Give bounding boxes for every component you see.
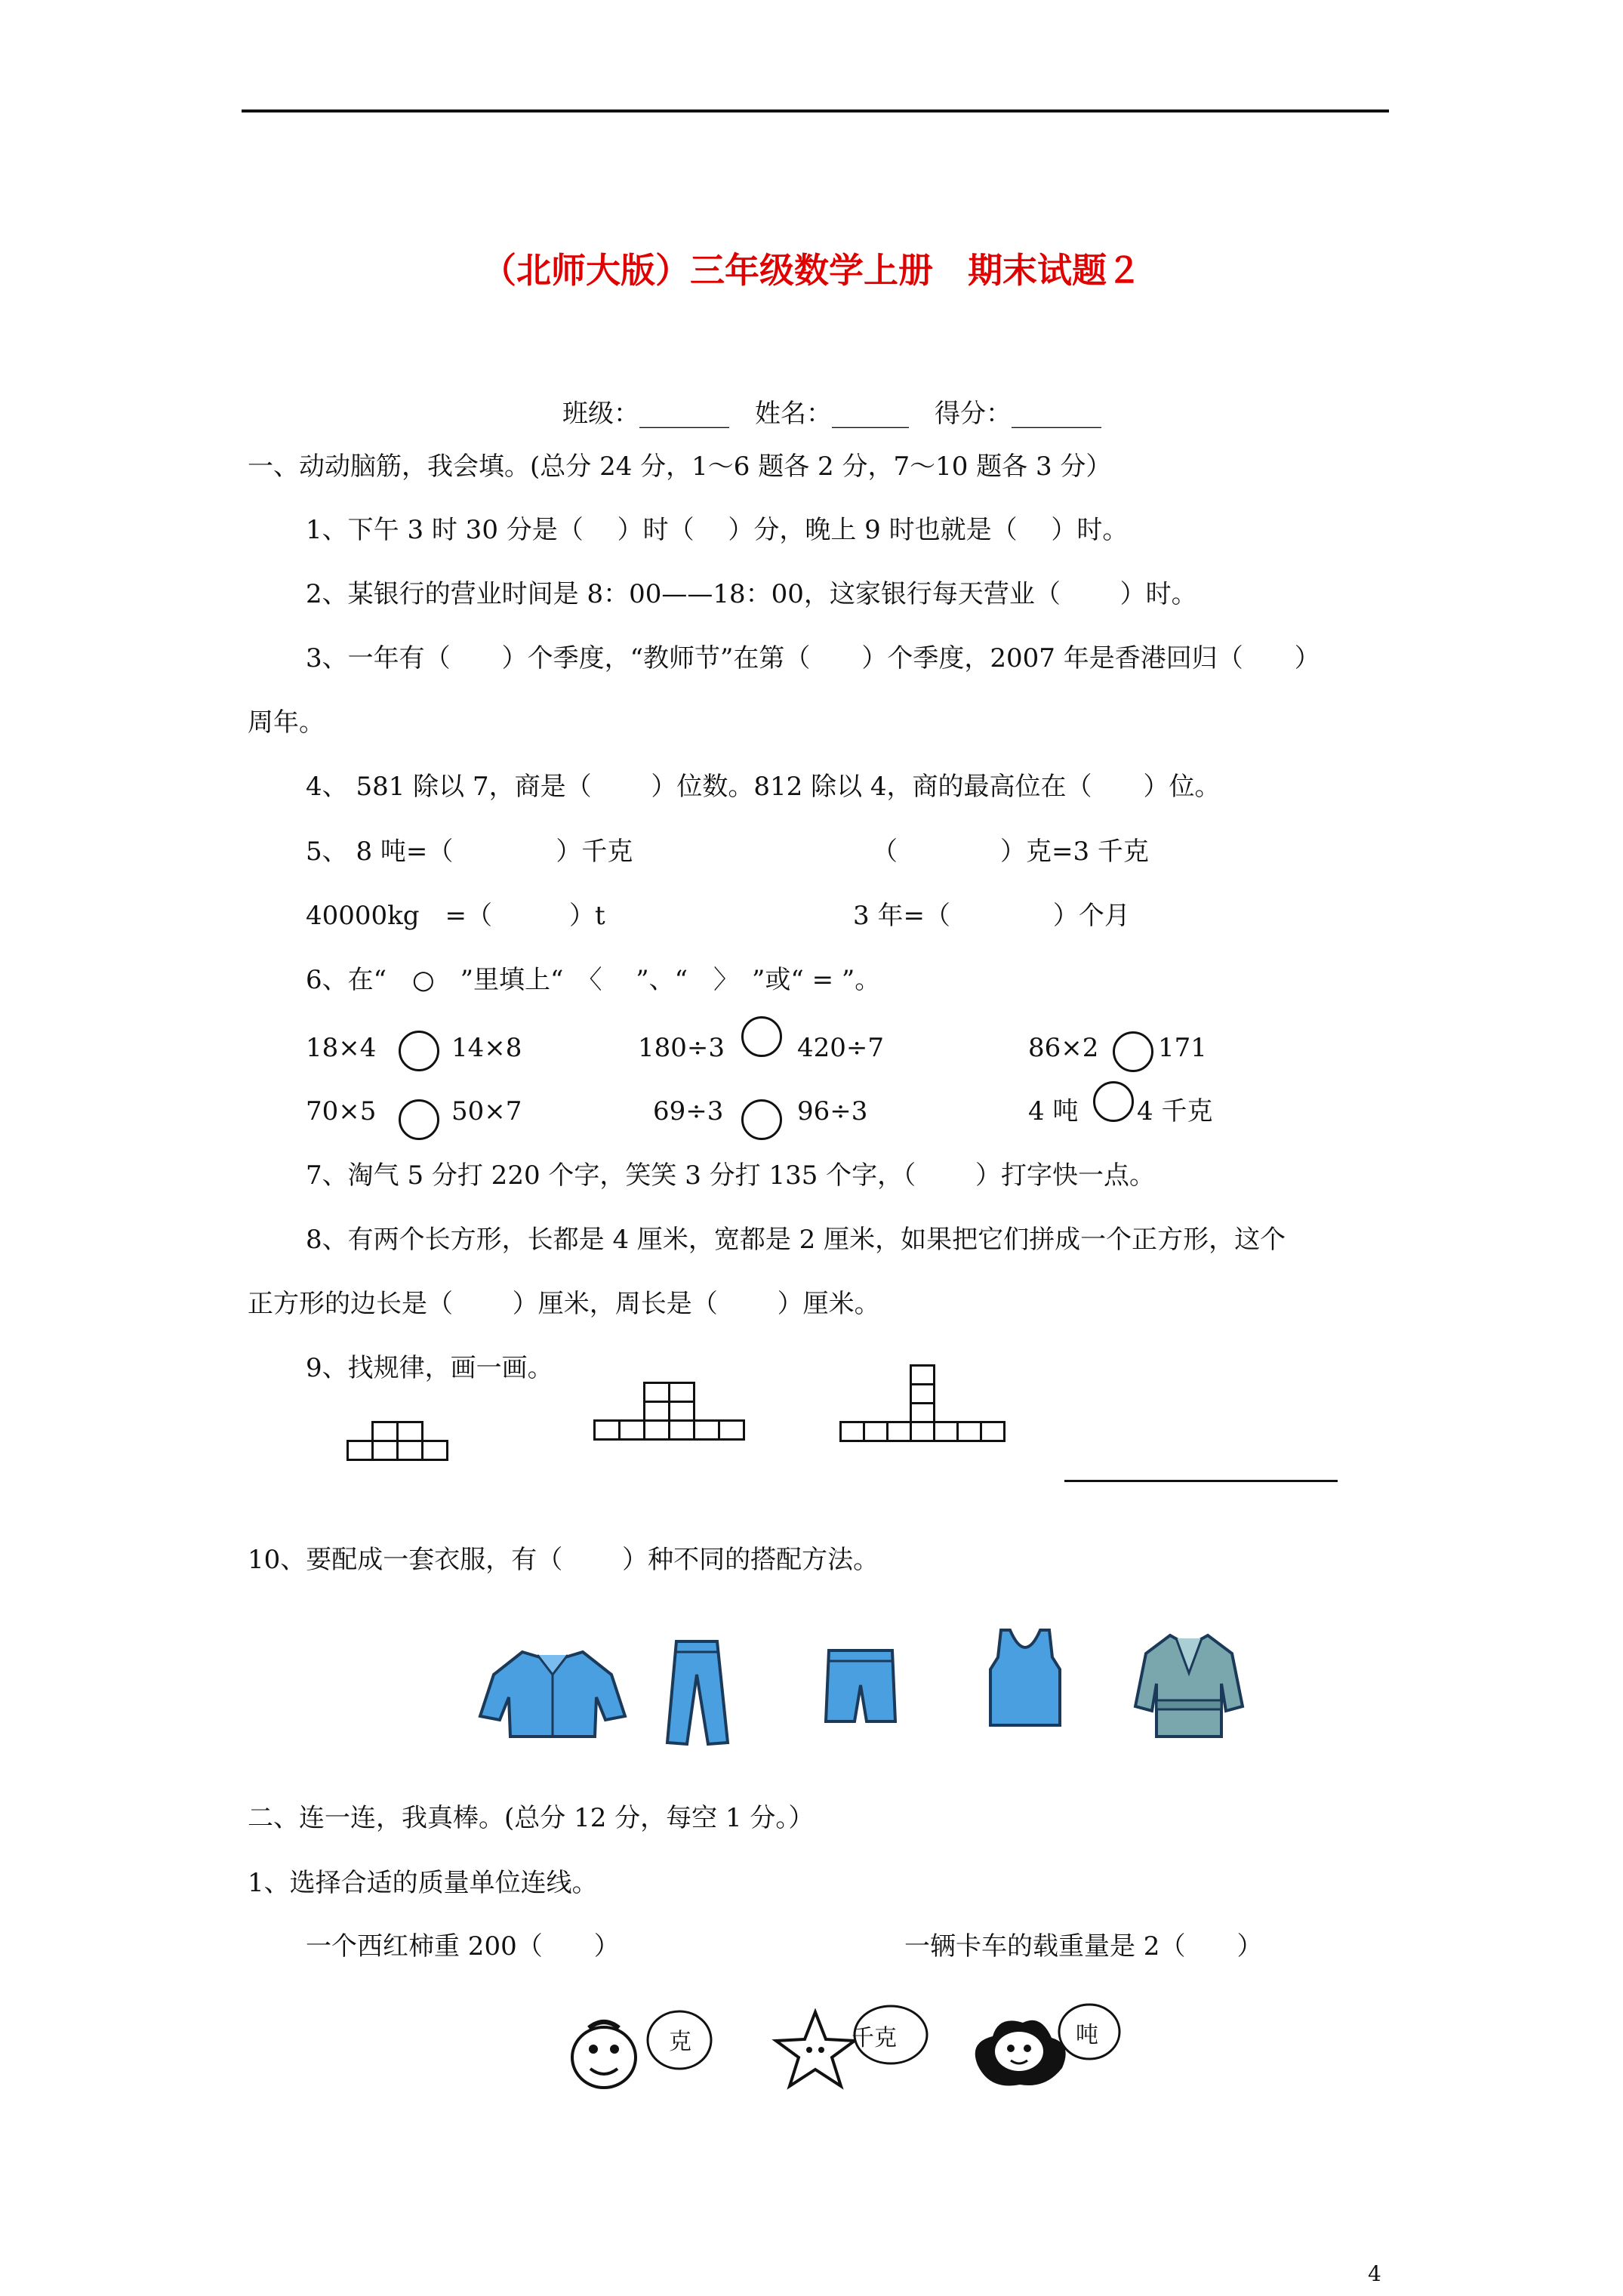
compare-circle[interactable] [741, 1099, 782, 1140]
vest-icon [987, 1627, 1063, 1729]
compare-circle[interactable] [1093, 1081, 1134, 1122]
compare-right: 14×8 [451, 1033, 522, 1063]
jacket-icon [477, 1644, 628, 1743]
question-8-line1: 8、有两个长方形，长都是 4 厘米，宽都是 2 厘米，如果把它们拼成一个正方形，这个 [306, 1225, 1286, 1255]
compare-left: 180÷3 [638, 1033, 725, 1063]
question-10: 10、要配成一套衣服，有（ ）种不同的搭配方法。 [248, 1545, 879, 1575]
unit-gram-label: 克 [669, 2029, 691, 2055]
compare-circle[interactable] [741, 1016, 782, 1057]
tomato-character-icon [551, 2001, 717, 2091]
compare-circle[interactable] [399, 1099, 439, 1140]
student-info-line: 班级：_______ 姓名：______ 得分：_______ [562, 399, 1101, 429]
cloud-character-icon [962, 1997, 1129, 2095]
coat-icon [1132, 1631, 1246, 1740]
compare-right: 50×7 [451, 1096, 522, 1126]
question-1: 1、下午 3 时 30 分是（ ）时（ ）分，晚上 9 时也就是（ ）时。 [306, 515, 1129, 545]
compare-left: 4 吨 [1028, 1096, 1079, 1126]
compare-right: 171 [1158, 1033, 1207, 1063]
question-3-line2: 周年。 [248, 707, 325, 738]
page-title: （北师大版）三年级数学上册 期末试题２ [482, 250, 1141, 291]
match-right-item: 一辆卡车的载重量是 2（ ） [904, 1931, 1263, 1962]
question-3-line1: 3、一年有（ ）个季度，“教师节”在第（ ）个季度，2007 年是香港回归（ ） [306, 643, 1320, 673]
compare-circle[interactable] [1113, 1031, 1153, 1072]
section2-heading: 二、连一连，我真棒。(总分 12 分，每空 1 分。） [248, 1803, 815, 1833]
question-5b: （ ）克=3 千克 [872, 837, 1149, 867]
compare-left: 86×2 [1028, 1033, 1099, 1063]
compare-right: 96÷3 [797, 1096, 868, 1126]
question-4: 4、 581 除以 7，商是（ ）位数。812 除以 4，商的最高位在（ ）位。 [306, 772, 1221, 802]
match-left-item: 一个西红柿重 200（ ） [306, 1931, 620, 1962]
header-rule [242, 109, 1389, 112]
section2-question-1: 1、选择合适的质量单位连线。 [248, 1868, 598, 1898]
pants-icon [663, 1637, 731, 1746]
question-6: 6、在“ ○ ”里填上“ 〈 ”、“ 〉 ”或“ = ”。 [306, 965, 881, 995]
question-5c: 40000kg =（ ）t [306, 901, 605, 931]
compare-circle[interactable] [399, 1031, 439, 1071]
page-number: 4 [1368, 2261, 1381, 2286]
compare-left: 70×5 [306, 1096, 377, 1126]
question-9: 9、找规律，画一画。 [306, 1353, 553, 1383]
answer-line[interactable] [1064, 1480, 1338, 1482]
compare-left: 69÷3 [653, 1096, 724, 1126]
question-2: 2、某银行的营业时间是 8：00——18：00，这家银行每天营业（ ）时。 [306, 579, 1197, 609]
unit-ton-label: 吨 [1076, 2022, 1098, 2048]
shorts-icon [823, 1646, 898, 1725]
question-5d: 3 年=（ ）个月 [853, 901, 1130, 931]
question-7: 7、淘气 5 分打 220 个字，笑笑 3 分打 135 个字，（ ）打字快一点。 [306, 1160, 1155, 1191]
compare-right: 420÷7 [797, 1033, 885, 1063]
compare-left: 18×4 [306, 1033, 377, 1063]
unit-kilogram-label: 千克 [852, 2025, 897, 2051]
question-5a: 5、 8 吨=（ ）千克 [306, 837, 633, 867]
compare-right: 4 千克 [1137, 1096, 1213, 1126]
question-8-line2: 正方形的边长是（ ）厘米，周长是（ ）厘米。 [248, 1289, 880, 1319]
section1-heading: 一、动动脑筋，我会填。(总分 24 分，1～6 题各 2 分，7～10 题各 3 分） [248, 451, 1112, 482]
